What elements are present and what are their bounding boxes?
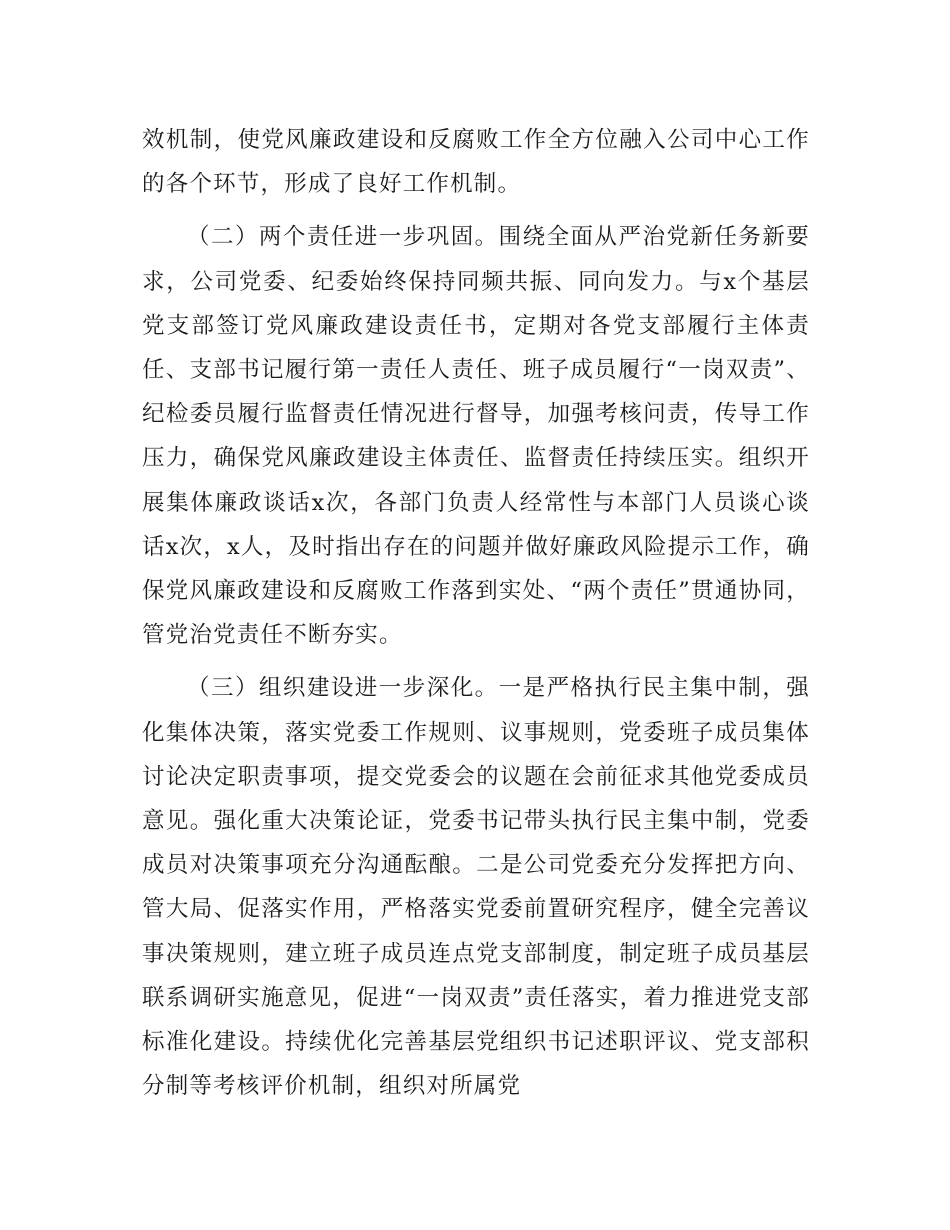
paragraph-gap (142, 206, 810, 215)
paragraph-gap (142, 657, 810, 666)
paragraph-two-responsibilities: （二）两个责任进一步巩固。围绕全面从严治党新任务新要求，公司党委、纪委始终保持同频共振、同向发力。与x个基层党支部签订党风廉政建设责任书，定期对各党支部履行主体责任、支部书记履行第一责任人责任、班子成员履行“一岗双责”、纪检委员履行监督责任情况进行督导，加强考核问责，传导工作压力，确保党风廉政建设主体责任、监督责任持续压实。组织开展集体廉政谈话x次，各部门负责人经常性与本部门人员谈心谈话x次，x人，及时指出存在的问题并做好廉政风险提示工作，确保党风廉政建设和反腐败工作落到实处、“两个责任”贯通协同，管党治党责任不断夯实。 (142, 224, 810, 649)
paragraph-organization-building: （三）组织建设进一步深化。一是严格执行民主集中制，强化集体决策，落实党委工作规则、议事规则，党委班子成员集体讨论决定职责事项，提交党委会的议题在会前征求其他党委成员意见。强化重大决策论证，党委书记带头执行民主集中制，党委成员对决策事项充分沟通酝酿。二是公司党委充分发挥把方向、管大局、促落实作用，严格落实党委前置研究程序，健全完善议事决策规则，建立班子成员连点党支部制度，制定班子成员基层联系调研实施意见，促进“一岗双责”责任落实，着力推进党支部标准化建设。持续优化完善基层党组织书记述职评议、党支部积分制等考核评价机制，组织对所属党 (142, 675, 810, 1100)
document-body (142, 118, 810, 1108)
paragraph-continuation: 效机制，使党风廉政建设和反腐败工作全方位融入公司中心工作的各个环节，形成了良好工作机制。 (142, 127, 810, 198)
